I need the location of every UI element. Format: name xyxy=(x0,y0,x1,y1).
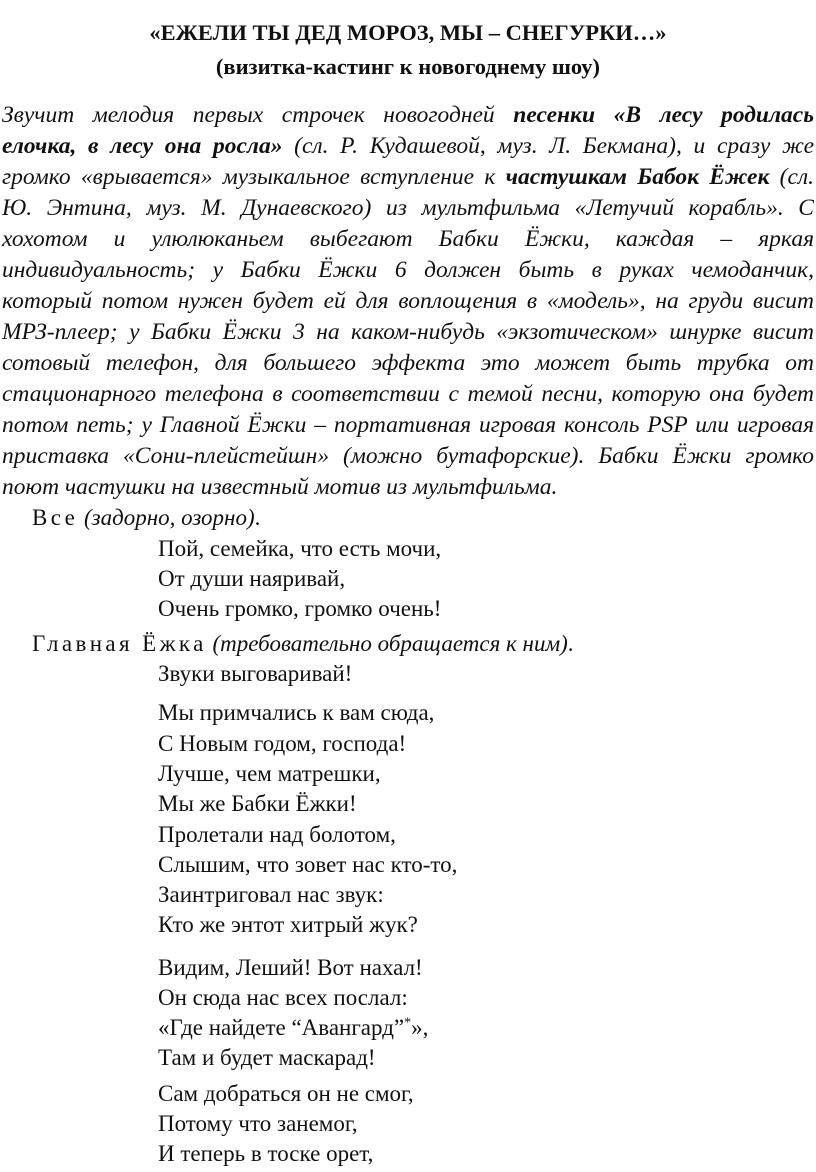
intro-line: приставка «Сони-плейстейшн» (можно бутафорские). Бабки Ёжки громко xyxy=(2,443,814,469)
document-subtitle: (визитка-кастинг к новогоднему шоу) xyxy=(215,54,601,79)
intro-line: потом петь; у Главной Ёжки – портативная игровая консоль PSP или игровая xyxy=(2,412,814,438)
document-title: «ЕЖЕЛИ ТЫ ДЕД МОРОЗ, МЫ – СНЕГУРКИ…» xyxy=(149,20,667,45)
intro-line: индивидуальность; у Бабки Ёжки 6 должен быть в руках чемоданчик, xyxy=(2,257,814,283)
intro-line: стационарного телефона в соответствии с темой песни, которую она будет xyxy=(2,381,814,407)
speaker-name: Все xyxy=(32,505,79,530)
verse-line: Слышим, что зовет нас кто-то, xyxy=(158,852,458,877)
verse-line: Звуки выговаривай! xyxy=(158,661,353,686)
speaker-line xyxy=(32,631,574,657)
verse-line: Мы же Бабки Ёжки! xyxy=(158,791,357,816)
verse-line: Кто же энтот хитрый жук? xyxy=(158,912,418,937)
verse-line: Потому что занемог, xyxy=(158,1111,358,1136)
speaker-punctuation: . xyxy=(567,631,574,656)
intro-text: (сл. xyxy=(769,164,815,190)
speaker-line xyxy=(32,505,260,531)
verse-line: Очень громко, громко очень! xyxy=(158,596,442,621)
verse-text: «Где найдете “Авангард” xyxy=(158,1015,405,1040)
verse-line: Там и будет маскарад! xyxy=(158,1045,376,1070)
verse-line: Пролетали над болотом, xyxy=(158,822,396,847)
verse-line: Мы примчались к вам сюда, xyxy=(158,700,435,725)
intro-text-bold: песенки «В лесу родилась xyxy=(513,102,814,128)
verse-line: С Новым годом, господа! xyxy=(158,731,407,756)
verse-line: Пой, семейка, что есть мочи, xyxy=(158,536,442,561)
verse-line: Лучше, чем матрешки, xyxy=(158,761,381,786)
speaker-direction: (задорно, озорно) xyxy=(84,505,255,530)
intro-text-bold: частушкам Бабок Ёжек xyxy=(505,164,770,190)
intro-line: хохотом и улюлюканьем выбегают Бабки Ёжки, каждая – яркая xyxy=(2,226,814,252)
intro-text: Звучит мелодия первых строчек новогодней xyxy=(2,102,514,128)
verse-line: И теперь в тоске орет, xyxy=(158,1141,374,1166)
intro-text: громко «врывается» музыкальное вступление к xyxy=(2,164,506,190)
verse-line: От души наяривай, xyxy=(158,566,346,591)
verse-text: », xyxy=(411,1015,429,1040)
stage-direction-paragraph xyxy=(2,100,814,503)
verse-line: Заинтриговал нас звук: xyxy=(158,882,384,907)
intro-text-bold: елочка, в лесу она росла» xyxy=(2,133,283,159)
intro-line: Ю. Энтина, муз. М. Дунаевского) из мультфильма «Летучий корабль». С xyxy=(2,195,814,221)
intro-text: (сл. Р. Кудашевой, муз. Л. Бекмана), и сразу же xyxy=(282,133,814,159)
intro-line xyxy=(2,131,814,162)
verse-line xyxy=(158,1015,428,1041)
intro-line: сотовый телефон, для большего эффекта это может быть трубка от xyxy=(2,350,814,376)
intro-line xyxy=(2,162,814,193)
speaker-name: Главная Ёжка xyxy=(32,631,207,656)
speaker-direction: (требовательно обращается к ним) xyxy=(212,631,568,656)
speaker-punctuation: . xyxy=(254,505,261,530)
verse-line: Видим, Леший! Вот нахал! xyxy=(158,955,423,980)
footnote-mark: * xyxy=(404,1015,412,1031)
intro-line xyxy=(2,100,814,131)
intro-line: который потом нужен будет ей для воплощения в «модель», на груди висит xyxy=(2,288,814,314)
verse-line: Сам добраться он не смог, xyxy=(158,1081,414,1106)
intro-line: МРЗ-плеер; у Бабки Ёжки 3 на каком-нибудь «экзотическом» шнурке висит xyxy=(2,319,814,345)
intro-line: поют частушки на известный мотив из мультфильма. xyxy=(2,474,558,500)
verse-line: Он сюда нас всех послал: xyxy=(158,985,408,1010)
